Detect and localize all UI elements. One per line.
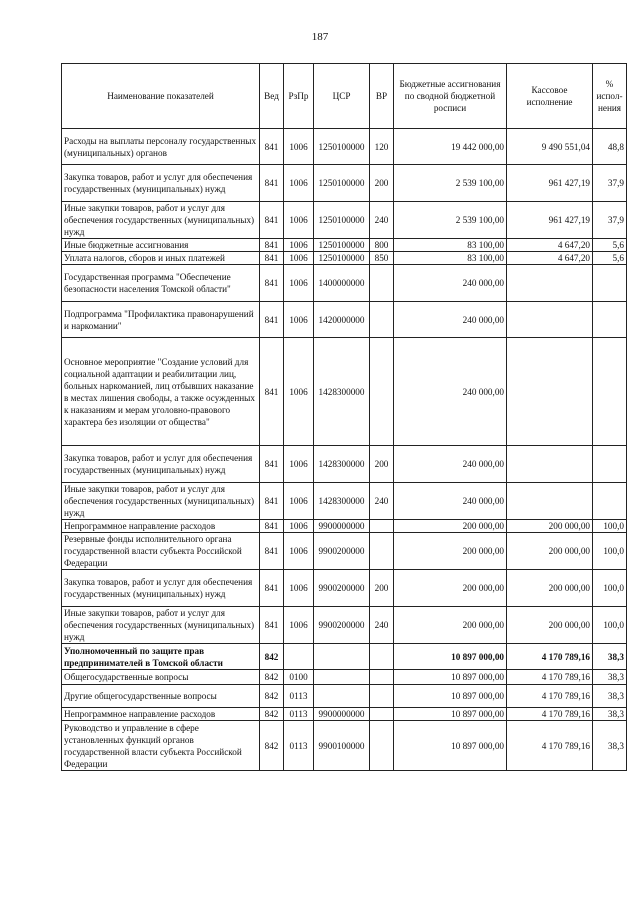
row-rzpr: 1006 — [284, 239, 314, 252]
row-name: Государственная программа "Обеспечение безопасности населения Томской области" — [62, 265, 260, 302]
table-row — [62, 607, 627, 644]
row-assignments: 200 000,00 — [394, 570, 507, 607]
row-vr — [370, 685, 394, 708]
row-rzpr: 1006 — [284, 533, 314, 570]
row-percent: 37,9 — [593, 202, 627, 239]
row-ved: 841 — [260, 129, 284, 165]
row-csr: 1250100000 — [314, 239, 370, 252]
row-name: Расходы на выплаты персоналу государственных (муниципальных) органов — [62, 129, 260, 165]
row-ved: 841 — [260, 570, 284, 607]
row-assignments: 240 000,00 — [394, 446, 507, 483]
row-cash-execution — [507, 265, 593, 302]
row-ved: 842 — [260, 644, 284, 670]
row-assignments: 200 000,00 — [394, 533, 507, 570]
row-csr: 1428300000 — [314, 338, 370, 446]
table-row — [62, 520, 627, 533]
row-vr — [370, 721, 394, 771]
table-row — [62, 670, 627, 685]
row-cash-execution: 4 170 789,16 — [507, 721, 593, 771]
row-assignments: 2 539 100,00 — [394, 165, 507, 202]
row-cash-execution: 4 170 789,16 — [507, 644, 593, 670]
row-csr: 1428300000 — [314, 483, 370, 520]
row-cash-execution: 200 000,00 — [507, 607, 593, 644]
row-percent — [593, 338, 627, 446]
row-csr: 1428300000 — [314, 446, 370, 483]
row-csr: 1400000000 — [314, 265, 370, 302]
row-ved: 841 — [260, 165, 284, 202]
table-row — [62, 685, 627, 708]
row-assignments: 240 000,00 — [394, 302, 507, 338]
table-row — [62, 265, 627, 302]
row-rzpr: 1006 — [284, 570, 314, 607]
table-row — [62, 252, 627, 265]
row-vr: 200 — [370, 446, 394, 483]
row-vr — [370, 520, 394, 533]
row-name: Основное мероприятие "Создание условий для социальной адаптации и реабилитации лиц, больных наркоманией, лиц отбывших наказание в местах лишения свободы, а также осужденных к наказаниям и мерам уголовно-правового характера без изоляции от общества" — [62, 338, 260, 446]
row-name: Резервные фонды исполнительного органа государственной власти субъекта Российской Федерации — [62, 533, 260, 570]
row-ved: 841 — [260, 607, 284, 644]
row-assignments: 2 539 100,00 — [394, 202, 507, 239]
row-cash-execution: 961 427,19 — [507, 202, 593, 239]
row-assignments: 10 897 000,00 — [394, 721, 507, 771]
row-vr: 240 — [370, 202, 394, 239]
row-rzpr: 1006 — [284, 302, 314, 338]
row-name: Подпрограмма "Профилактика правонарушений и наркомании" — [62, 302, 260, 338]
row-vr: 200 — [370, 570, 394, 607]
row-csr: 1250100000 — [314, 165, 370, 202]
row-rzpr: 1006 — [284, 165, 314, 202]
row-name: Уполномоченный по защите прав предпринимателей в Томской области — [62, 644, 260, 670]
row-percent — [593, 446, 627, 483]
row-name: Иные закупки товаров, работ и услуг для обеспечения государственных (муниципальных) нужд — [62, 202, 260, 239]
row-cash-execution: 4 647,20 — [507, 252, 593, 265]
row-ved: 842 — [260, 670, 284, 685]
row-percent: 48,8 — [593, 129, 627, 165]
row-csr: 1420000000 — [314, 302, 370, 338]
page-number: 187 — [311, 31, 329, 43]
row-assignments: 10 897 000,00 — [394, 708, 507, 721]
row-rzpr: 1006 — [284, 520, 314, 533]
row-vr — [370, 708, 394, 721]
row-vr — [370, 265, 394, 302]
table-row — [62, 533, 627, 570]
table-row — [62, 483, 627, 520]
table-row — [62, 165, 627, 202]
row-vr: 120 — [370, 129, 394, 165]
header-vr: ВР — [370, 64, 394, 129]
table-row — [62, 129, 627, 165]
row-vr: 800 — [370, 239, 394, 252]
row-percent: 37,9 — [593, 165, 627, 202]
row-percent: 100,0 — [593, 607, 627, 644]
row-ved: 841 — [260, 533, 284, 570]
row-name: Непрограммное направление расходов — [62, 708, 260, 721]
row-rzpr: 1006 — [284, 252, 314, 265]
row-ved: 841 — [260, 265, 284, 302]
row-vr: 240 — [370, 607, 394, 644]
row-name: Другие общегосударственные вопросы — [62, 685, 260, 708]
row-rzpr: 1006 — [284, 265, 314, 302]
row-rzpr: 1006 — [284, 338, 314, 446]
row-percent: 5,6 — [593, 252, 627, 265]
row-cash-execution: 200 000,00 — [507, 520, 593, 533]
row-vr: 240 — [370, 483, 394, 520]
budget-execution-table — [61, 63, 627, 771]
row-assignments: 83 100,00 — [394, 252, 507, 265]
row-cash-execution: 4 170 789,16 — [507, 670, 593, 685]
row-percent: 5,6 — [593, 239, 627, 252]
row-assignments: 200 000,00 — [394, 607, 507, 644]
row-csr — [314, 685, 370, 708]
row-csr: 1250100000 — [314, 252, 370, 265]
row-percent: 100,0 — [593, 570, 627, 607]
row-name: Общегосударственные вопросы — [62, 670, 260, 685]
row-name: Иные закупки товаров, работ и услуг для обеспечения государственных (муниципальных) нужд — [62, 483, 260, 520]
row-assignments: 10 897 000,00 — [394, 670, 507, 685]
row-rzpr: 1006 — [284, 483, 314, 520]
row-vr: 850 — [370, 252, 394, 265]
header-csr: ЦСР — [314, 64, 370, 129]
row-rzpr: 0113 — [284, 721, 314, 771]
table-row — [62, 708, 627, 721]
row-ved: 841 — [260, 302, 284, 338]
row-csr: 9900100000 — [314, 721, 370, 771]
row-percent: 38,3 — [593, 644, 627, 670]
row-assignments: 10 897 000,00 — [394, 685, 507, 708]
row-assignments: 83 100,00 — [394, 239, 507, 252]
row-rzpr — [284, 644, 314, 670]
row-assignments: 240 000,00 — [394, 483, 507, 520]
row-ved: 841 — [260, 338, 284, 446]
row-vr: 200 — [370, 165, 394, 202]
row-vr — [370, 670, 394, 685]
row-name: Непрограммное направление расходов — [62, 520, 260, 533]
row-rzpr: 0113 — [284, 685, 314, 708]
row-csr: 9900000000 — [314, 708, 370, 721]
row-assignments: 200 000,00 — [394, 520, 507, 533]
row-name: Уплата налогов, сборов и иных платежей — [62, 252, 260, 265]
row-rzpr: 0113 — [284, 708, 314, 721]
row-name: Закупка товаров, работ и услуг для обеспечения государственных (муниципальных) нужд — [62, 570, 260, 607]
row-ved: 841 — [260, 239, 284, 252]
row-percent: 38,3 — [593, 685, 627, 708]
row-ved: 842 — [260, 685, 284, 708]
row-ved: 842 — [260, 721, 284, 771]
row-assignments: 10 897 000,00 — [394, 644, 507, 670]
table-row — [62, 570, 627, 607]
row-percent: 100,0 — [593, 520, 627, 533]
row-cash-execution — [507, 302, 593, 338]
row-rzpr: 1006 — [284, 446, 314, 483]
row-percent: 38,3 — [593, 721, 627, 771]
row-name: Иные бюджетные ассигнования — [62, 239, 260, 252]
row-cash-execution — [507, 338, 593, 446]
table-row — [62, 721, 627, 771]
row-csr: 9900200000 — [314, 607, 370, 644]
row-name: Закупка товаров, работ и услуг для обеспечения государственных (муниципальных) нужд — [62, 446, 260, 483]
table-row — [62, 644, 627, 670]
row-csr: 9900000000 — [314, 520, 370, 533]
row-percent: 38,3 — [593, 670, 627, 685]
table-row — [62, 302, 627, 338]
row-percent: 100,0 — [593, 533, 627, 570]
row-rzpr: 1006 — [284, 129, 314, 165]
table-row — [62, 202, 627, 239]
table-row — [62, 239, 627, 252]
table-row — [62, 338, 627, 446]
row-name: Закупка товаров, работ и услуг для обеспечения государственных (муниципальных) нужд — [62, 165, 260, 202]
row-rzpr: 1006 — [284, 607, 314, 644]
header-ved: Вед — [260, 64, 284, 129]
header-name: Наименование показателей — [62, 64, 260, 129]
table-row — [62, 446, 627, 483]
row-cash-execution: 4 647,20 — [507, 239, 593, 252]
row-csr: 1250100000 — [314, 202, 370, 239]
row-cash-execution: 4 170 789,16 — [507, 685, 593, 708]
row-vr — [370, 302, 394, 338]
row-csr — [314, 644, 370, 670]
row-csr: 9900200000 — [314, 570, 370, 607]
row-percent — [593, 302, 627, 338]
row-csr — [314, 670, 370, 685]
row-ved: 841 — [260, 520, 284, 533]
row-name: Руководство и управление в сфере установленных функций органов государственной власти субъекта Российской Федерации — [62, 721, 260, 771]
table-header-row — [62, 64, 627, 129]
row-ved: 841 — [260, 202, 284, 239]
row-name: Иные закупки товаров, работ и услуг для обеспечения государственных (муниципальных) нужд — [62, 607, 260, 644]
row-percent — [593, 483, 627, 520]
row-vr — [370, 338, 394, 446]
row-cash-execution: 961 427,19 — [507, 165, 593, 202]
row-rzpr: 0100 — [284, 670, 314, 685]
header-rzpr: РзПр — [284, 64, 314, 129]
row-cash-execution: 4 170 789,16 — [507, 708, 593, 721]
row-csr: 1250100000 — [314, 129, 370, 165]
row-ved: 842 — [260, 708, 284, 721]
row-assignments: 240 000,00 — [394, 265, 507, 302]
row-ved: 841 — [260, 252, 284, 265]
header-percent: % испол-нения — [593, 64, 627, 129]
row-assignments: 19 442 000,00 — [394, 129, 507, 165]
row-vr — [370, 533, 394, 570]
row-percent: 38,3 — [593, 708, 627, 721]
row-cash-execution — [507, 446, 593, 483]
row-csr: 9900200000 — [314, 533, 370, 570]
row-cash-execution: 200 000,00 — [507, 533, 593, 570]
row-assignments: 240 000,00 — [394, 338, 507, 446]
row-cash-execution: 200 000,00 — [507, 570, 593, 607]
row-cash-execution — [507, 483, 593, 520]
row-percent — [593, 265, 627, 302]
header-assignments: Бюджетные ассигнования по сводной бюджетной росписи — [394, 64, 507, 129]
row-ved: 841 — [260, 483, 284, 520]
row-ved: 841 — [260, 446, 284, 483]
header-cash-execution: Кассовое исполнение — [507, 64, 593, 129]
row-cash-execution: 9 490 551,04 — [507, 129, 593, 165]
row-rzpr: 1006 — [284, 202, 314, 239]
row-vr — [370, 644, 394, 670]
